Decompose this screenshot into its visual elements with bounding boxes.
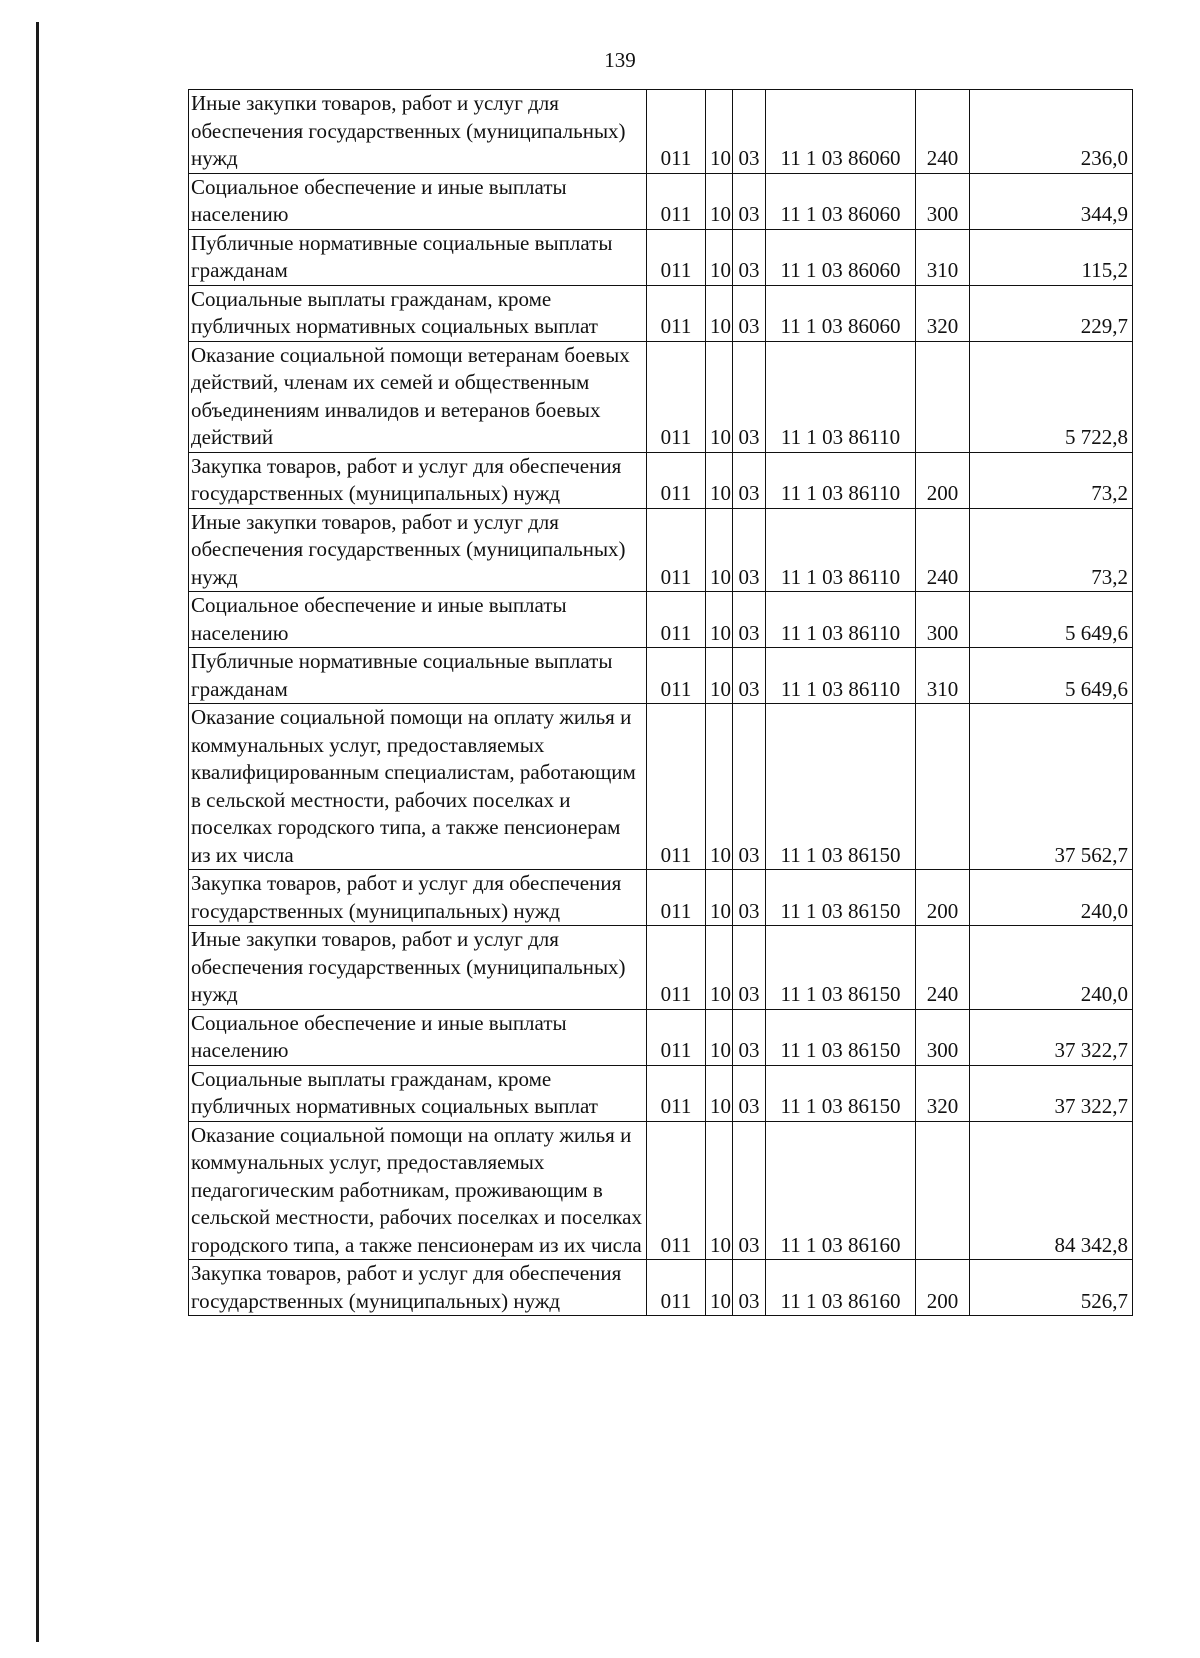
target-article-cell: 11 1 03 86160 (766, 1260, 916, 1316)
section-code-cell: 10 (706, 1065, 733, 1121)
subsection-code-cell: 03 (733, 1065, 766, 1121)
section-code-cell: 10 (706, 1260, 733, 1316)
table-row (189, 1121, 1133, 1260)
table-row (189, 341, 1133, 452)
target-article-cell: 11 1 03 86150 (766, 704, 916, 870)
target-article-cell: 11 1 03 86060 (766, 285, 916, 341)
section-code-cell: 10 (706, 173, 733, 229)
expense-name-cell: Публичные нормативные социальные выплаты гражданам (189, 229, 647, 285)
section-code-cell: 10 (706, 1121, 733, 1260)
expense-name-cell: Социальные выплаты гражданам, кроме публичных нормативных социальных выплат (189, 285, 647, 341)
page-number: 139 (604, 48, 636, 72)
amount-cell: 240,0 (970, 926, 1133, 1010)
section-code-cell: 10 (706, 870, 733, 926)
subsection-code-cell: 03 (733, 285, 766, 341)
section-code-cell: 10 (706, 285, 733, 341)
budget-table-body (189, 90, 1133, 1316)
ministry-code-cell: 011 (647, 926, 706, 1010)
ministry-code-cell: 011 (647, 341, 706, 452)
target-article-cell: 11 1 03 86110 (766, 508, 916, 592)
table-row (189, 173, 1133, 229)
expense-name-cell: Социальные выплаты гражданам, кроме публичных нормативных социальных выплат (189, 1065, 647, 1121)
section-code-cell: 10 (706, 508, 733, 592)
page-margin-line (36, 22, 39, 1642)
amount-cell: 37 562,7 (970, 704, 1133, 870)
amount-cell: 526,7 (970, 1260, 1133, 1316)
subsection-code-cell: 03 (733, 1009, 766, 1065)
amount-cell: 84 342,8 (970, 1121, 1133, 1260)
subsection-code-cell: 03 (733, 870, 766, 926)
subsection-code-cell: 03 (733, 648, 766, 704)
subsection-code-cell: 03 (733, 452, 766, 508)
target-article-cell: 11 1 03 86060 (766, 90, 916, 174)
amount-cell: 229,7 (970, 285, 1133, 341)
ministry-code-cell: 011 (647, 508, 706, 592)
target-article-cell: 11 1 03 86110 (766, 341, 916, 452)
table-row (189, 1065, 1133, 1121)
expense-name-cell: Закупка товаров, работ и услуг для обеспечения государственных (муниципальных) нужд (189, 452, 647, 508)
ministry-code-cell: 011 (647, 704, 706, 870)
expense-type-cell: 320 (916, 285, 970, 341)
expense-name-cell: Социальное обеспечение и иные выплаты населению (189, 1009, 647, 1065)
ministry-code-cell: 011 (647, 1009, 706, 1065)
table-row (189, 285, 1133, 341)
ministry-code-cell: 011 (647, 592, 706, 648)
amount-cell: 240,0 (970, 870, 1133, 926)
expense-name-cell: Иные закупки товаров, работ и услуг для обеспечения государственных (муниципальных) нужд (189, 508, 647, 592)
expense-name-cell: Иные закупки товаров, работ и услуг для обеспечения государственных (муниципальных) нужд (189, 90, 647, 174)
expense-type-cell: 300 (916, 173, 970, 229)
expense-type-cell (916, 1121, 970, 1260)
expense-name-cell: Закупка товаров, работ и услуг для обеспечения государственных (муниципальных) нужд (189, 870, 647, 926)
expense-name-cell: Социальное обеспечение и иные выплаты населению (189, 592, 647, 648)
expense-type-cell: 240 (916, 926, 970, 1010)
expense-name-cell: Оказание социальной помощи на оплату жилья и коммунальных услуг, предоставляемых педагогическим работникам, проживающим в сельской местности, рабочих поселках и поселках городского типа, а также пенсионерам из их числа (189, 1121, 647, 1260)
target-article-cell: 11 1 03 86150 (766, 870, 916, 926)
expense-type-cell: 200 (916, 452, 970, 508)
amount-cell: 37 322,7 (970, 1009, 1133, 1065)
expense-name-cell: Социальное обеспечение и иные выплаты населению (189, 173, 647, 229)
table-row (189, 926, 1133, 1010)
expense-type-cell: 310 (916, 648, 970, 704)
target-article-cell: 11 1 03 86060 (766, 173, 916, 229)
expense-type-cell: 200 (916, 1260, 970, 1316)
subsection-code-cell: 03 (733, 173, 766, 229)
expense-type-cell (916, 341, 970, 452)
target-article-cell: 11 1 03 86160 (766, 1121, 916, 1260)
section-code-cell: 10 (706, 229, 733, 285)
expense-type-cell: 310 (916, 229, 970, 285)
expense-name-cell: Публичные нормативные социальные выплаты гражданам (189, 648, 647, 704)
expense-type-cell: 300 (916, 1009, 970, 1065)
expense-name-cell: Иные закупки товаров, работ и услуг для обеспечения государственных (муниципальных) нужд (189, 926, 647, 1010)
table-row (189, 648, 1133, 704)
table-row (189, 90, 1133, 174)
subsection-code-cell: 03 (733, 1121, 766, 1260)
target-article-cell: 11 1 03 86110 (766, 648, 916, 704)
amount-cell: 5 649,6 (970, 648, 1133, 704)
ministry-code-cell: 011 (647, 870, 706, 926)
budget-table (188, 89, 1133, 1316)
amount-cell: 236,0 (970, 90, 1133, 174)
section-code-cell: 10 (706, 648, 733, 704)
ministry-code-cell: 011 (647, 1121, 706, 1260)
ministry-code-cell: 011 (647, 1260, 706, 1316)
ministry-code-cell: 011 (647, 229, 706, 285)
amount-cell: 5 649,6 (970, 592, 1133, 648)
subsection-code-cell: 03 (733, 508, 766, 592)
target-article-cell: 11 1 03 86110 (766, 452, 916, 508)
target-article-cell: 11 1 03 86150 (766, 1009, 916, 1065)
expense-type-cell: 240 (916, 508, 970, 592)
amount-cell: 5 722,8 (970, 341, 1133, 452)
expense-name-cell: Закупка товаров, работ и услуг для обеспечения государственных (муниципальных) нужд (189, 1260, 647, 1316)
table-row (189, 452, 1133, 508)
table-row (189, 592, 1133, 648)
expense-type-cell: 320 (916, 1065, 970, 1121)
expense-name-cell: Оказание социальной помощи на оплату жилья и коммунальных услуг, предоставляемых квалифицированным специалистам, работающим в сельской местности, рабочих поселках и поселках городского типа, а также пенсионерам из их числа (189, 704, 647, 870)
expense-type-cell: 200 (916, 870, 970, 926)
amount-cell: 73,2 (970, 452, 1133, 508)
target-article-cell: 11 1 03 86150 (766, 1065, 916, 1121)
expense-type-cell: 240 (916, 90, 970, 174)
amount-cell: 115,2 (970, 229, 1133, 285)
table-row (189, 870, 1133, 926)
table-row (189, 508, 1133, 592)
section-code-cell: 10 (706, 452, 733, 508)
section-code-cell: 10 (706, 926, 733, 1010)
subsection-code-cell: 03 (733, 592, 766, 648)
amount-cell: 344,9 (970, 173, 1133, 229)
subsection-code-cell: 03 (733, 926, 766, 1010)
target-article-cell: 11 1 03 86110 (766, 592, 916, 648)
amount-cell: 73,2 (970, 508, 1133, 592)
ministry-code-cell: 011 (647, 1065, 706, 1121)
target-article-cell: 11 1 03 86150 (766, 926, 916, 1010)
subsection-code-cell: 03 (733, 229, 766, 285)
amount-cell: 37 322,7 (970, 1065, 1133, 1121)
section-code-cell: 10 (706, 90, 733, 174)
expense-name-cell: Оказание социальной помощи ветеранам боевых действий, членам их семей и общественным объединениям инвалидов и ветеранов боевых действий (189, 341, 647, 452)
table-row (189, 704, 1133, 870)
section-code-cell: 10 (706, 1009, 733, 1065)
ministry-code-cell: 011 (647, 452, 706, 508)
target-article-cell: 11 1 03 86060 (766, 229, 916, 285)
ministry-code-cell: 011 (647, 648, 706, 704)
table-row (189, 229, 1133, 285)
subsection-code-cell: 03 (733, 704, 766, 870)
expense-type-cell (916, 704, 970, 870)
subsection-code-cell: 03 (733, 341, 766, 452)
section-code-cell: 10 (706, 341, 733, 452)
subsection-code-cell: 03 (733, 90, 766, 174)
expense-type-cell: 300 (916, 592, 970, 648)
ministry-code-cell: 011 (647, 285, 706, 341)
subsection-code-cell: 03 (733, 1260, 766, 1316)
table-row (189, 1260, 1133, 1316)
table-row (189, 1009, 1133, 1065)
section-code-cell: 10 (706, 704, 733, 870)
ministry-code-cell: 011 (647, 173, 706, 229)
ministry-code-cell: 011 (647, 90, 706, 174)
section-code-cell: 10 (706, 592, 733, 648)
